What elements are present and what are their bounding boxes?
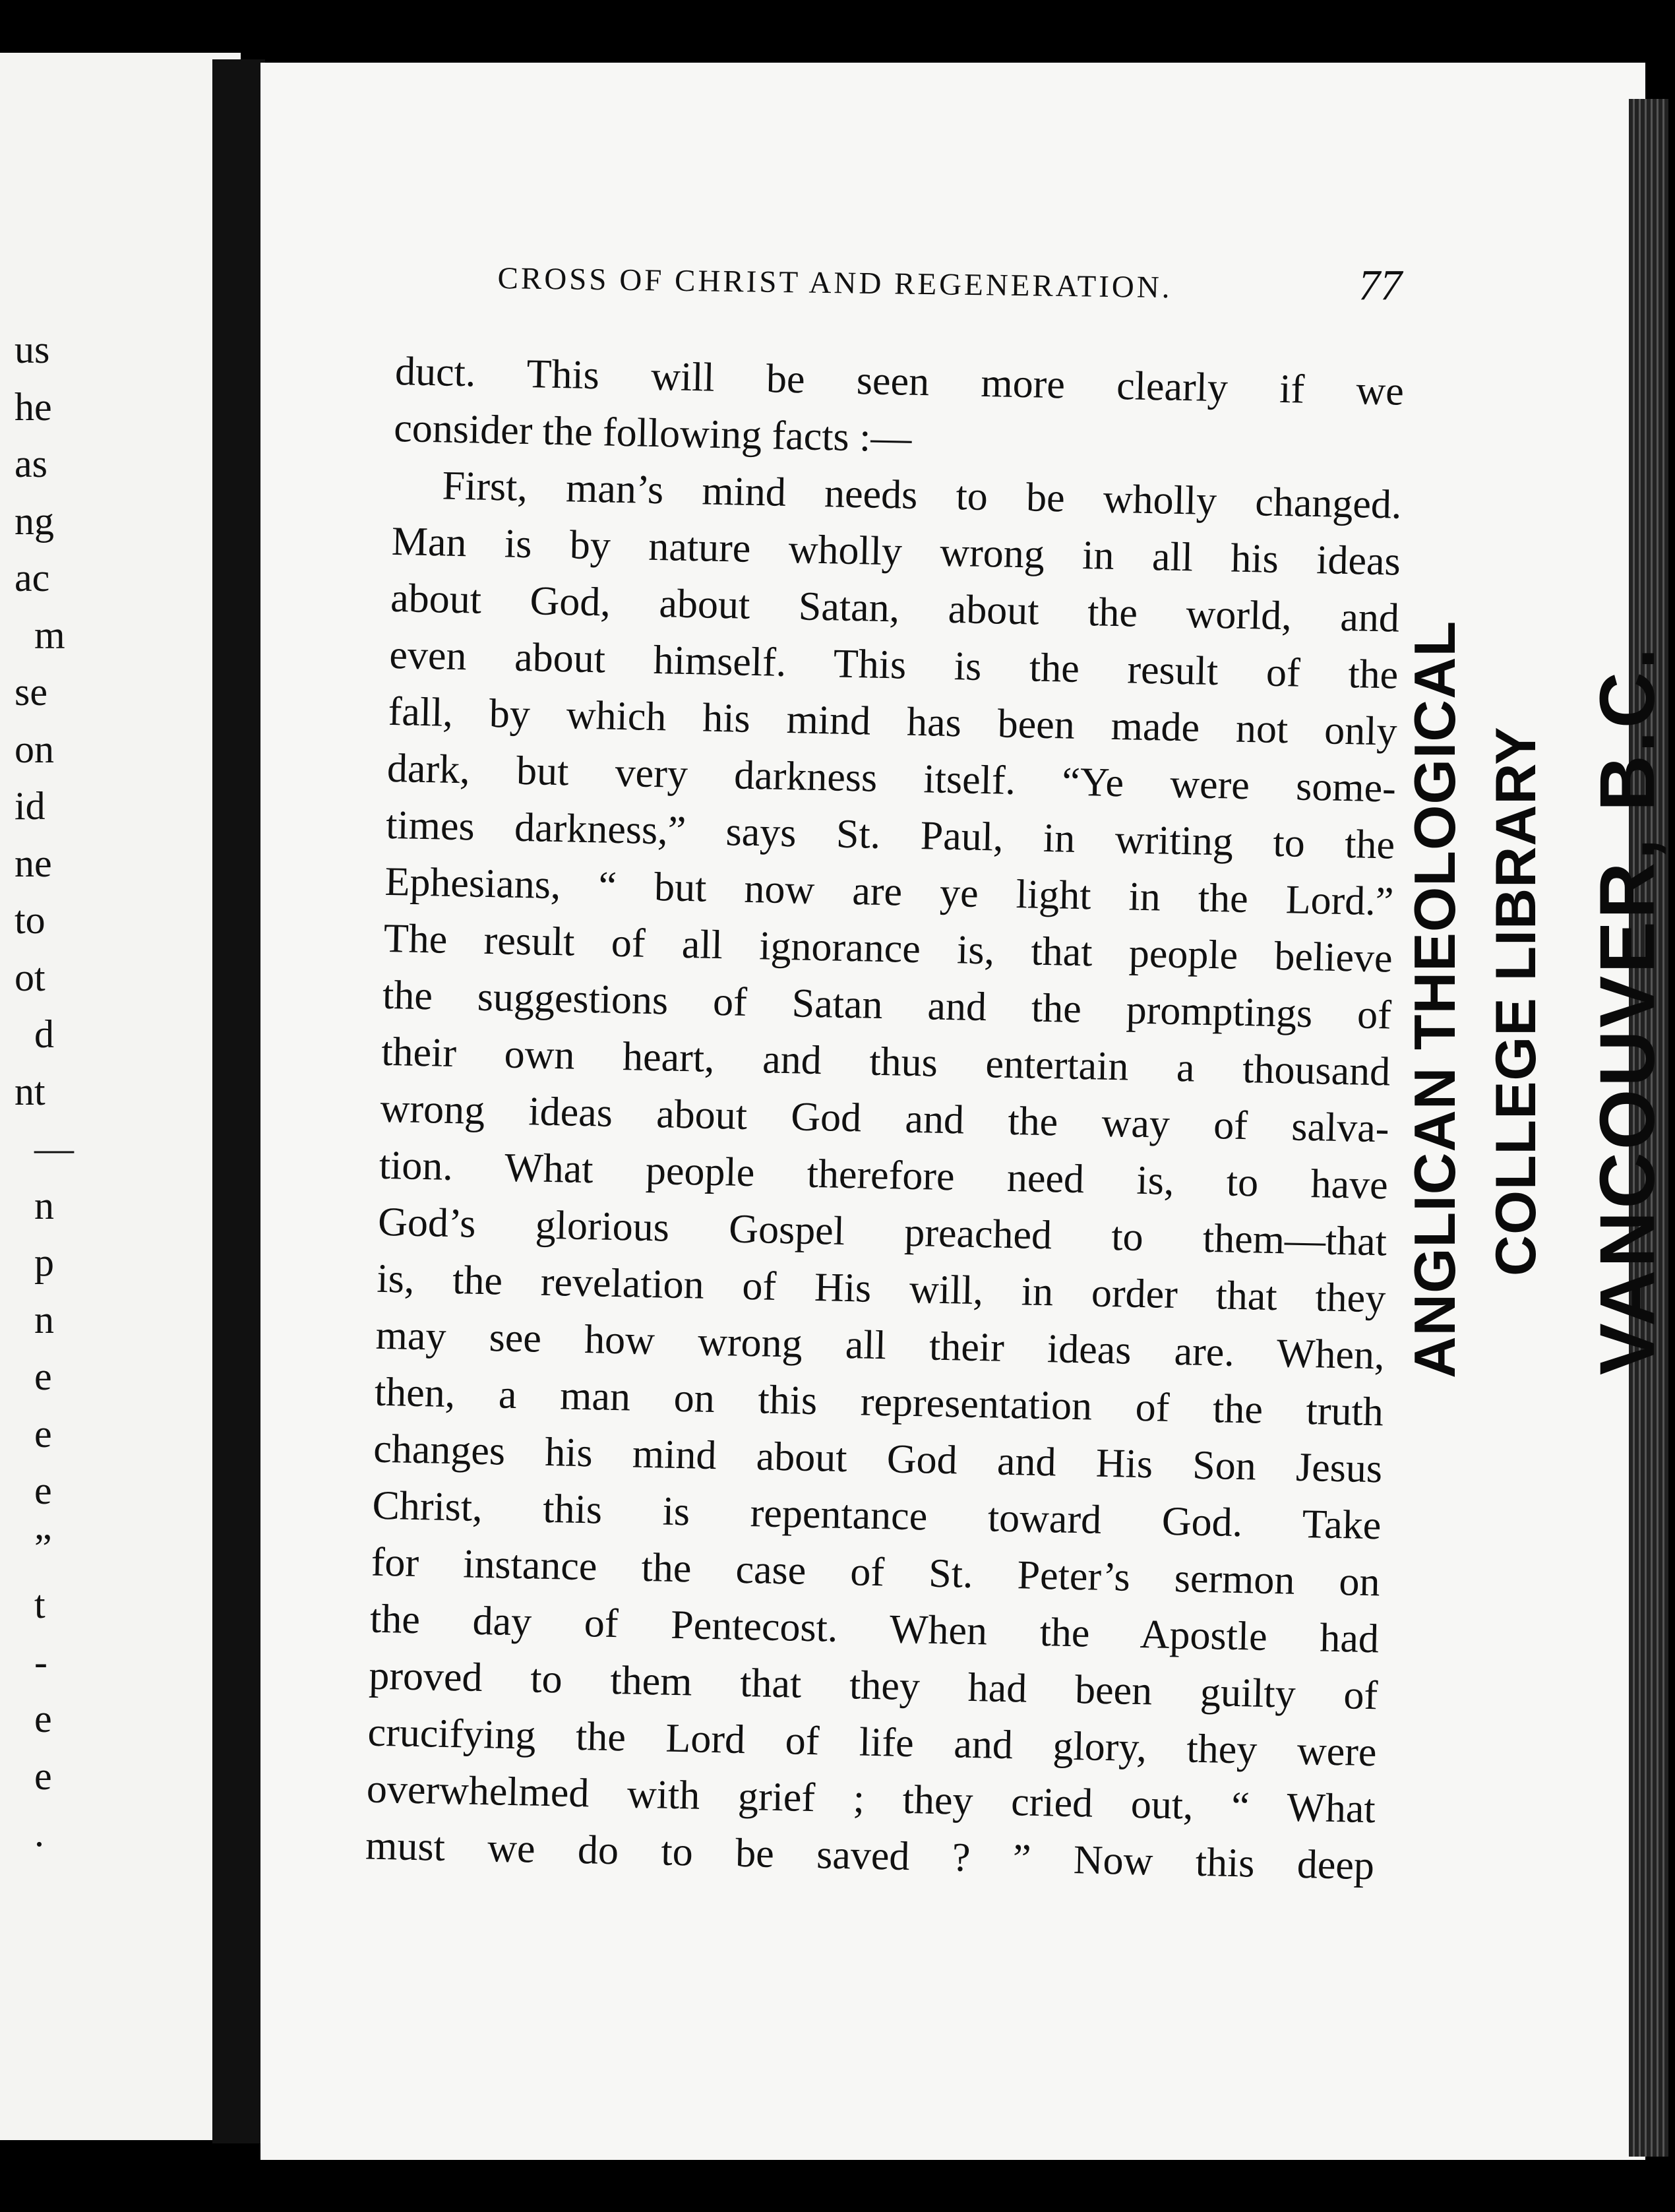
text-line: overwhelmed with grief ; they cried out, “ What	[366, 1766, 1376, 1832]
text-line: First, man’s mind needs to be wholly changed.	[441, 463, 1403, 528]
book-gutter	[212, 59, 265, 2143]
text-line: Man is by nature wholly wrong in all his ideas	[391, 518, 1401, 584]
text-line: tion. What people therefore need is, to have	[379, 1142, 1389, 1208]
previous-page-fragment: ng	[15, 499, 54, 543]
text-line: duct. This will be seen more clearly if we	[394, 348, 1405, 414]
previous-page-fragment: he	[15, 384, 52, 429]
text-line: the suggestions of Satan and the promptings of	[382, 972, 1392, 1038]
text-line: dark, but very darkness itself. “Ye were some-	[386, 745, 1397, 811]
previous-page-fragment: -	[34, 1640, 47, 1684]
previous-page-fragment: m	[34, 613, 65, 657]
library-stamp-line: VANCOUVER, B.C.	[1584, 645, 1671, 1375]
library-stamp-line: ANGLICAN THEOLOGICAL	[1402, 620, 1467, 1378]
previous-page-fragment: —	[34, 1126, 74, 1170]
previous-page-fragment: p	[34, 1241, 54, 1284]
text-line: consider the following facts :—	[393, 405, 913, 461]
previous-page-fragment: t	[34, 1583, 46, 1626]
page-number: 77	[1358, 261, 1402, 309]
previous-page-fragment: e	[34, 1411, 52, 1456]
text-line: the day of Pentecost. When the Apostle had	[369, 1596, 1380, 1662]
previous-page-fragment: n	[34, 1183, 54, 1227]
text-line: changes his mind about God and His Son Jesus	[373, 1426, 1383, 1492]
previous-page-fragment: n	[34, 1297, 54, 1341]
text-line: then, a man on this representation of the truth	[374, 1369, 1384, 1435]
text-line: crucifying the Lord of life and glory, they were	[367, 1709, 1378, 1775]
previous-page-fragment: us	[15, 328, 50, 371]
text-line: about God, about Satan, about the world, and	[390, 575, 1400, 641]
previous-page-fragment: on	[15, 727, 54, 771]
previous-page-fragment: as	[15, 442, 47, 485]
previous-page-fragment: e	[34, 1469, 52, 1512]
text-line: must we do to be saved ? ” Now this deep	[365, 1823, 1375, 1889]
text-line: The result of all ignorance is, that people believe	[383, 915, 1393, 981]
previous-page-fragment: id	[15, 784, 46, 828]
previous-page-fragment: e	[34, 1754, 52, 1798]
text-line: Ephesians, “ but now are ye light in the Lord.”	[384, 859, 1394, 925]
text-line: times darkness,” says St. Paul, in writing to the	[385, 802, 1395, 868]
library-stamp-line: COLLEGE LIBRARY	[1484, 726, 1548, 1276]
previous-page-fragment: ne	[15, 841, 52, 885]
text-line: proved to them that they had been guilty of	[368, 1653, 1378, 1719]
text-line: Christ, this is repentance toward God. Take	[371, 1483, 1382, 1549]
previous-page-fragment: to	[15, 898, 46, 942]
text-line: God’s glorious Gospel preached to them—that	[377, 1199, 1387, 1265]
text-line: wrong ideas about God and the way of salva-	[380, 1086, 1390, 1152]
running-head: CROSS OF CHRIST AND REGENERATION.	[497, 261, 1172, 305]
previous-page-fragment: ot	[15, 955, 46, 999]
text-line: even about himself. This is the result of the	[388, 632, 1399, 698]
previous-page-fragment: e	[34, 1355, 52, 1398]
previous-page-fragment: ”	[34, 1525, 52, 1570]
text-line: is, the revelation of His will, in order that they	[376, 1256, 1386, 1322]
previous-page-fragment: se	[15, 670, 47, 714]
previous-page-fragment: ac	[15, 556, 50, 599]
text-line: for instance the case of St. Peter’s sermon on	[371, 1539, 1381, 1605]
text-line: fall, by which his mind has been made not only	[388, 689, 1398, 754]
previous-page-fragment: nt	[15, 1069, 46, 1113]
body-text	[365, 343, 1404, 1894]
previous-page-fragment: e	[34, 1697, 52, 1740]
previous-page-fragment: d	[34, 1012, 54, 1056]
text-line: their own heart, and thus entertain a thousand	[381, 1029, 1391, 1095]
text-line: may see how wrong all their ideas are. When,	[375, 1312, 1386, 1378]
previous-page-fragment: .	[34, 1811, 44, 1855]
previous-page-edge	[0, 53, 241, 2140]
